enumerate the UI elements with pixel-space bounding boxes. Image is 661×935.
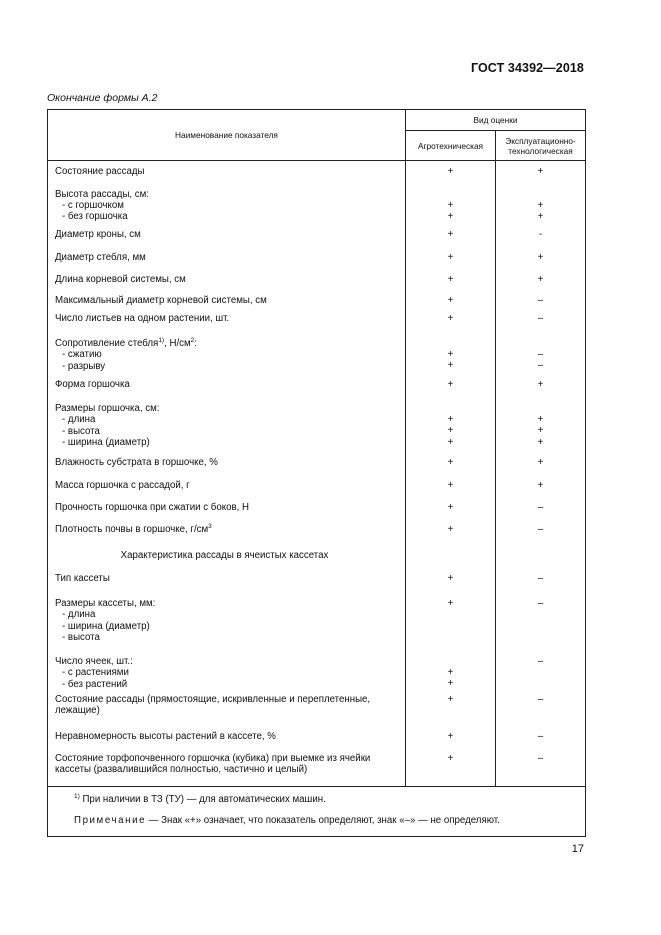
indicator-subitem: - высота xyxy=(62,631,100,643)
indicator-title: Число ячеек, шт.: xyxy=(55,656,133,668)
exp-mark xyxy=(496,328,586,373)
exp-mark: – xyxy=(496,645,586,691)
assessment-table xyxy=(47,109,586,837)
table-row xyxy=(48,565,586,589)
table-row xyxy=(48,747,586,786)
mark: + xyxy=(447,436,454,448)
footnote xyxy=(74,794,585,805)
indicator-name xyxy=(48,183,406,223)
table-row xyxy=(48,395,586,451)
mark: + xyxy=(447,425,454,437)
indicator-name: Длина корневой системы, см xyxy=(48,268,406,290)
indicator-name: Число листьев на одном растении, шт. xyxy=(48,310,406,328)
indicator-name: Масса горшочка с рассадой, г xyxy=(48,474,406,496)
agro-mark xyxy=(406,395,496,451)
indicator-name: Состояние рассады xyxy=(48,161,406,183)
indicator-subitem: - с горшочком xyxy=(62,199,124,211)
indicator-subitem: - длина xyxy=(62,609,96,621)
table-row xyxy=(48,451,586,474)
agro-mark: + xyxy=(406,451,496,474)
footnote-mark: 1) xyxy=(74,792,80,800)
mark: + xyxy=(537,414,544,426)
exp-mark: + xyxy=(496,474,586,496)
agro-mark: + xyxy=(406,725,496,747)
exp-mark: – xyxy=(496,589,586,645)
header-operational-line1: Эксплуатационно- xyxy=(505,135,576,146)
table-row xyxy=(48,268,586,290)
exp-mark: + xyxy=(496,373,586,395)
indicator-title: Размеры кассеты, мм: xyxy=(55,598,156,610)
note-label: Примечание xyxy=(74,814,147,826)
exp-mark: – xyxy=(496,519,586,540)
mark: + xyxy=(447,210,454,222)
agro-mark: + xyxy=(406,565,496,589)
mark: + xyxy=(537,210,544,222)
indicator-name: Неравномерность высоты растений в кассете, % xyxy=(48,725,406,747)
notes-row xyxy=(48,786,586,836)
agro-mark: + xyxy=(406,161,496,183)
exp-mark xyxy=(496,183,586,223)
exp-mark: – xyxy=(496,691,586,725)
section-row xyxy=(48,540,586,565)
table-row xyxy=(48,519,586,540)
exp-mark: – xyxy=(496,747,586,786)
footnote-ref: 1) xyxy=(158,337,165,345)
indicator-name xyxy=(48,519,406,540)
unit-exponent: 2 xyxy=(190,337,195,345)
indicator-title xyxy=(55,338,401,349)
indicator-name xyxy=(48,645,406,691)
indicator-subitem: - разрыву xyxy=(62,360,106,372)
exp-mark: – xyxy=(496,725,586,747)
agro-mark: + xyxy=(406,310,496,328)
indicator-name: Влажность субстрата в горшочке, % xyxy=(48,451,406,474)
table-row xyxy=(48,474,586,496)
indicator-subitem: - ширина (диаметр) xyxy=(62,620,150,632)
mark: + xyxy=(447,360,454,372)
agro-mark: + xyxy=(406,747,496,786)
agro-mark: + xyxy=(406,589,496,645)
mark: + xyxy=(447,678,454,690)
indicator-name: Диаметр стебля, мм xyxy=(48,246,406,268)
mark: + xyxy=(447,667,454,679)
indicator-subitem: - ширина (диаметр) xyxy=(62,436,150,448)
agro-mark xyxy=(406,645,496,691)
agro-mark: + xyxy=(406,290,496,310)
table-row xyxy=(48,589,586,645)
indicator-subitem: - без растений xyxy=(62,678,128,690)
mark: + xyxy=(537,436,544,448)
indicator-subitem: - сжатию xyxy=(62,349,102,361)
indicator-name: Состояние рассады (прямостоящие, искривленные и переплетенные, лежащие) xyxy=(48,691,406,725)
table-row xyxy=(48,310,586,328)
title-part: Плотность почвы в горшочке, г/см xyxy=(55,524,209,536)
indicator-name: Максимальный диаметр корневой системы, см xyxy=(48,290,406,310)
indicator-name: Форма горшочка xyxy=(48,373,406,395)
table-row xyxy=(48,161,586,183)
mark: – xyxy=(537,360,544,372)
exp-mark: - xyxy=(496,222,586,246)
indicator-subitem: - с растениями xyxy=(62,667,129,679)
indicator-title: Высота рассады, см: xyxy=(55,188,150,200)
agro-mark: + xyxy=(406,496,496,519)
note xyxy=(74,815,585,826)
section-title: Характеристика рассады в ячеистых кассетах xyxy=(48,540,406,565)
empty-cell xyxy=(496,540,586,565)
table-row xyxy=(48,373,586,395)
table-row xyxy=(48,645,586,691)
agro-mark: + xyxy=(406,373,496,395)
indicator-name: Состояние торфопочвенного горшочка (кубика) при выемке из ячейки кассеты (развалившийся полностью, частично и целый) xyxy=(48,747,406,786)
agro-mark: + xyxy=(406,519,496,540)
agro-mark: + xyxy=(406,268,496,290)
notes-cell xyxy=(48,786,586,836)
exp-mark: – xyxy=(496,565,586,589)
page-number: 17 xyxy=(571,843,584,855)
agro-mark: + xyxy=(406,246,496,268)
agro-mark: + xyxy=(406,474,496,496)
agro-mark xyxy=(406,328,496,373)
mark: + xyxy=(537,425,544,437)
form-caption: Окончание формы А.2 xyxy=(47,92,158,104)
header-assessment-type: Вид оценки xyxy=(406,110,586,131)
mark: + xyxy=(447,349,454,361)
exp-mark: + xyxy=(496,268,586,290)
indicator-subitem: - высота xyxy=(62,425,100,437)
table-row xyxy=(48,691,586,725)
table-row xyxy=(48,246,586,268)
table-row xyxy=(48,328,586,373)
exp-mark: + xyxy=(496,161,586,183)
header-operational xyxy=(496,131,586,161)
indicator-subitem: - без горшочка xyxy=(62,210,128,222)
agro-mark xyxy=(406,183,496,223)
exp-mark xyxy=(496,395,586,451)
indicator-title: Размеры горшочка, см: xyxy=(55,403,160,415)
footnote-text: При наличии в ТЗ (ТУ) — для автоматических машин. xyxy=(79,793,326,805)
indicator-name: Прочность горшочка при сжатии с боков, Н xyxy=(48,496,406,519)
table-row xyxy=(48,290,586,310)
table-row xyxy=(48,222,586,246)
indicator-name xyxy=(48,395,406,451)
note-text: — Знак «+» означает, что показатель определяют, знак «–» — не определяют. xyxy=(146,814,500,826)
exp-mark: – xyxy=(496,310,586,328)
agro-mark: + xyxy=(406,222,496,246)
exp-mark: + xyxy=(496,451,586,474)
header-indicator-name: Наименование показателя xyxy=(48,110,406,161)
table-row xyxy=(48,183,586,223)
indicator-name: Диаметр кроны, см xyxy=(48,222,406,246)
title-part: : xyxy=(194,338,197,350)
title-part: Сопротивление стебля xyxy=(55,338,159,350)
agro-mark: + xyxy=(406,691,496,725)
indicator-name: Тип кассеты xyxy=(48,565,406,589)
mark: + xyxy=(537,199,544,211)
exp-mark: – xyxy=(496,496,586,519)
exp-mark: – xyxy=(496,290,586,310)
mark: + xyxy=(447,199,454,211)
document-standard-number: ГОСТ 34392—2018 xyxy=(470,61,584,75)
indicator-name xyxy=(48,589,406,645)
title-part: , Н/см xyxy=(164,338,191,350)
indicator-name xyxy=(48,328,406,373)
header-operational-line2: технологическая xyxy=(508,145,573,156)
indicator-subitem: - длина xyxy=(62,414,96,426)
unit-exponent: 3 xyxy=(208,523,212,531)
table-row xyxy=(48,496,586,519)
mark: – xyxy=(537,349,544,361)
exp-mark: + xyxy=(496,246,586,268)
empty-cell xyxy=(406,540,496,565)
table-row xyxy=(48,725,586,747)
mark: + xyxy=(447,414,454,426)
header-agrotechnical: Агротехническая xyxy=(406,131,496,161)
